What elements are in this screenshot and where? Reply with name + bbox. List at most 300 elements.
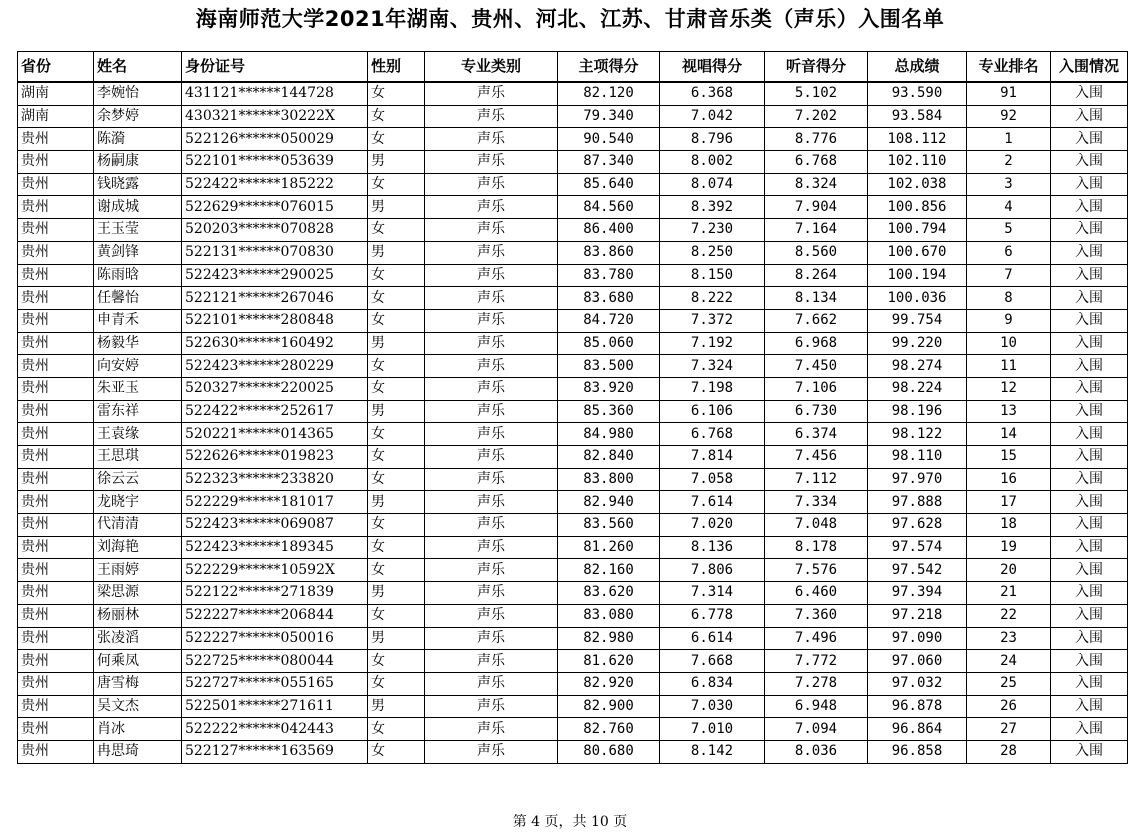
gender-cell: 女	[368, 219, 425, 242]
main-score-cell: 83.080	[558, 604, 660, 627]
major-category-cell: 声乐	[425, 105, 558, 128]
ear-training-score-cell: 8.264	[765, 264, 868, 287]
major-category-cell: 声乐	[425, 264, 558, 287]
total-score-cell: 100.036	[868, 287, 967, 310]
admission-status-cell: 入围	[1051, 536, 1128, 559]
main-score-cell: 82.980	[558, 627, 660, 650]
gender-cell: 男	[368, 196, 425, 219]
gender-cell: 女	[368, 309, 425, 332]
table-row	[18, 82, 1128, 105]
main-score-cell: 86.400	[558, 219, 660, 242]
id-number-cell: 522121******267046	[182, 287, 368, 310]
id-number-cell: 522727******055165	[182, 672, 368, 695]
gender-cell: 女	[368, 355, 425, 378]
major-category-cell: 声乐	[425, 287, 558, 310]
total-score-cell: 96.864	[868, 718, 967, 741]
table-row	[18, 740, 1128, 763]
admission-status-cell: 入围	[1051, 423, 1128, 446]
admission-status-cell: 入围	[1051, 173, 1128, 196]
admission-status-cell: 入围	[1051, 468, 1128, 491]
table-row	[18, 332, 1128, 355]
column-header-total-score: 总成绩	[868, 52, 967, 83]
province-cell: 贵州	[18, 264, 94, 287]
admission-status-cell: 入围	[1051, 650, 1128, 673]
major-rank-cell: 23	[967, 627, 1051, 650]
sight-singing-score-cell: 6.778	[660, 604, 765, 627]
id-number-cell: 520327******220025	[182, 377, 368, 400]
name-cell: 王雨婷	[94, 559, 182, 582]
gender-cell: 女	[368, 559, 425, 582]
id-number-cell: 522229******181017	[182, 491, 368, 514]
major-rank-cell: 8	[967, 287, 1051, 310]
total-score-cell: 97.090	[868, 627, 967, 650]
column-header-major-rank: 专业排名	[967, 52, 1051, 83]
admission-status-cell: 入围	[1051, 695, 1128, 718]
name-cell: 徐云云	[94, 468, 182, 491]
main-score-cell: 82.900	[558, 695, 660, 718]
main-score-cell: 84.720	[558, 309, 660, 332]
sight-singing-score-cell: 7.198	[660, 377, 765, 400]
major-rank-cell: 3	[967, 173, 1051, 196]
name-cell: 陈雨晗	[94, 264, 182, 287]
id-number-cell: 522227******050016	[182, 627, 368, 650]
major-category-cell: 声乐	[425, 468, 558, 491]
total-score-cell: 97.032	[868, 672, 967, 695]
total-score-cell: 96.858	[868, 740, 967, 763]
table-body	[18, 82, 1128, 763]
total-score-cell: 100.794	[868, 219, 967, 242]
province-cell: 贵州	[18, 332, 94, 355]
ear-training-score-cell: 7.360	[765, 604, 868, 627]
major-category-cell: 声乐	[425, 355, 558, 378]
id-number-cell: 520221******014365	[182, 423, 368, 446]
name-cell: 肖冰	[94, 718, 182, 741]
id-number-cell: 522423******189345	[182, 536, 368, 559]
major-rank-cell: 6	[967, 241, 1051, 264]
id-number-cell: 522626******019823	[182, 446, 368, 469]
column-header-name: 姓名	[94, 52, 182, 83]
main-score-cell: 82.940	[558, 491, 660, 514]
name-cell: 杨嗣康	[94, 151, 182, 174]
ear-training-score-cell: 6.968	[765, 332, 868, 355]
main-score-cell: 81.260	[558, 536, 660, 559]
major-rank-cell: 2	[967, 151, 1051, 174]
total-score-cell: 99.220	[868, 332, 967, 355]
province-cell: 贵州	[18, 128, 94, 151]
sight-singing-score-cell: 7.372	[660, 309, 765, 332]
total-score-cell: 102.110	[868, 151, 967, 174]
table-row	[18, 582, 1128, 605]
ear-training-score-cell: 7.334	[765, 491, 868, 514]
total-score-cell: 97.628	[868, 514, 967, 537]
ear-training-score-cell: 7.496	[765, 627, 868, 650]
major-category-cell: 声乐	[425, 514, 558, 537]
page-number-footer: 第 4 页，共 10 页	[512, 814, 628, 830]
ear-training-score-cell: 6.460	[765, 582, 868, 605]
name-cell: 刘海艳	[94, 536, 182, 559]
province-cell: 贵州	[18, 400, 94, 423]
admission-status-cell: 入围	[1051, 377, 1128, 400]
major-category-cell: 声乐	[425, 128, 558, 151]
gender-cell: 女	[368, 377, 425, 400]
column-header-gender: 性别	[368, 52, 425, 83]
table-row	[18, 514, 1128, 537]
province-cell: 贵州	[18, 309, 94, 332]
table-row	[18, 287, 1128, 310]
major-rank-cell: 7	[967, 264, 1051, 287]
major-category-cell: 声乐	[425, 196, 558, 219]
ear-training-score-cell: 7.450	[765, 355, 868, 378]
ear-training-score-cell: 7.112	[765, 468, 868, 491]
major-rank-cell: 27	[967, 718, 1051, 741]
total-score-cell: 93.590	[868, 82, 967, 105]
name-cell: 梁思源	[94, 582, 182, 605]
major-category-cell: 声乐	[425, 536, 558, 559]
sight-singing-score-cell: 6.106	[660, 400, 765, 423]
ear-training-score-cell: 7.106	[765, 377, 868, 400]
gender-cell: 男	[368, 582, 425, 605]
province-cell: 贵州	[18, 491, 94, 514]
gender-cell: 女	[368, 514, 425, 537]
id-number-cell: 522725******080044	[182, 650, 368, 673]
ear-training-score-cell: 7.202	[765, 105, 868, 128]
total-score-cell: 97.888	[868, 491, 967, 514]
id-number-cell: 522227******206844	[182, 604, 368, 627]
major-rank-cell: 15	[967, 446, 1051, 469]
admission-status-cell: 入围	[1051, 491, 1128, 514]
major-category-cell: 声乐	[425, 309, 558, 332]
sight-singing-score-cell: 6.368	[660, 82, 765, 105]
name-cell: 申青禾	[94, 309, 182, 332]
ear-training-score-cell: 6.730	[765, 400, 868, 423]
main-score-cell: 82.760	[558, 718, 660, 741]
sight-singing-score-cell: 7.668	[660, 650, 765, 673]
major-rank-cell: 18	[967, 514, 1051, 537]
sight-singing-score-cell: 8.074	[660, 173, 765, 196]
name-cell: 代清清	[94, 514, 182, 537]
major-rank-cell: 16	[967, 468, 1051, 491]
major-rank-cell: 9	[967, 309, 1051, 332]
province-cell: 贵州	[18, 241, 94, 264]
gender-cell: 女	[368, 650, 425, 673]
page-title: 海南师范大学2021年湖南、贵州、河北、江苏、甘肃音乐类（声乐）入围名单	[195, 7, 945, 31]
id-number-cell: 522423******280229	[182, 355, 368, 378]
gender-cell: 女	[368, 604, 425, 627]
main-score-cell: 90.540	[558, 128, 660, 151]
sight-singing-score-cell: 8.136	[660, 536, 765, 559]
admission-status-cell: 入围	[1051, 604, 1128, 627]
table-row	[18, 446, 1128, 469]
table-row	[18, 491, 1128, 514]
total-score-cell: 97.542	[868, 559, 967, 582]
province-cell: 贵州	[18, 446, 94, 469]
name-cell: 冉思琦	[94, 740, 182, 763]
province-cell: 贵州	[18, 559, 94, 582]
ear-training-score-cell: 6.948	[765, 695, 868, 718]
major-category-cell: 声乐	[425, 173, 558, 196]
admission-status-cell: 入围	[1051, 446, 1128, 469]
main-score-cell: 82.120	[558, 82, 660, 105]
name-cell: 朱亚玉	[94, 377, 182, 400]
id-number-cell: 522629******076015	[182, 196, 368, 219]
id-number-cell: 522222******042443	[182, 718, 368, 741]
province-cell: 贵州	[18, 536, 94, 559]
province-cell: 贵州	[18, 423, 94, 446]
table-row	[18, 309, 1128, 332]
id-number-cell: 522501******271611	[182, 695, 368, 718]
admission-status-cell: 入围	[1051, 740, 1128, 763]
id-number-cell: 522229******10592X	[182, 559, 368, 582]
name-cell: 王玉莹	[94, 219, 182, 242]
name-cell: 杨毅华	[94, 332, 182, 355]
sight-singing-score-cell: 7.324	[660, 355, 765, 378]
name-cell: 王思琪	[94, 446, 182, 469]
ear-training-score-cell: 7.662	[765, 309, 868, 332]
major-rank-cell: 24	[967, 650, 1051, 673]
id-number-cell: 522323******233820	[182, 468, 368, 491]
table-row	[18, 468, 1128, 491]
admission-status-cell: 入围	[1051, 559, 1128, 582]
column-header-province: 省份	[18, 52, 94, 83]
admission-status-cell: 入围	[1051, 241, 1128, 264]
table-row	[18, 718, 1128, 741]
id-number-cell: 522101******280848	[182, 309, 368, 332]
total-score-cell: 98.224	[868, 377, 967, 400]
province-cell: 贵州	[18, 672, 94, 695]
major-rank-cell: 20	[967, 559, 1051, 582]
total-score-cell: 100.194	[868, 264, 967, 287]
sight-singing-score-cell: 7.314	[660, 582, 765, 605]
major-rank-cell: 13	[967, 400, 1051, 423]
total-score-cell: 100.856	[868, 196, 967, 219]
admission-status-cell: 入围	[1051, 355, 1128, 378]
province-cell: 贵州	[18, 627, 94, 650]
major-category-cell: 声乐	[425, 219, 558, 242]
ear-training-score-cell: 7.164	[765, 219, 868, 242]
major-category-cell: 声乐	[425, 151, 558, 174]
admission-status-cell: 入围	[1051, 219, 1128, 242]
name-cell: 李婉怡	[94, 82, 182, 105]
total-score-cell: 102.038	[868, 173, 967, 196]
admission-status-cell: 入围	[1051, 105, 1128, 128]
name-cell: 钱晓露	[94, 173, 182, 196]
province-cell: 贵州	[18, 468, 94, 491]
ear-training-score-cell: 7.048	[765, 514, 868, 537]
table-row	[18, 105, 1128, 128]
admission-status-cell: 入围	[1051, 400, 1128, 423]
name-cell: 张凌滔	[94, 627, 182, 650]
province-cell: 贵州	[18, 604, 94, 627]
admission-status-cell: 入围	[1051, 82, 1128, 105]
major-rank-cell: 22	[967, 604, 1051, 627]
table-row	[18, 241, 1128, 264]
name-cell: 向安婷	[94, 355, 182, 378]
gender-cell: 女	[368, 128, 425, 151]
total-score-cell: 99.754	[868, 309, 967, 332]
province-cell: 贵州	[18, 287, 94, 310]
id-number-cell: 522122******271839	[182, 582, 368, 605]
table-row	[18, 559, 1128, 582]
sight-singing-score-cell: 8.142	[660, 740, 765, 763]
admission-status-cell: 入围	[1051, 196, 1128, 219]
table-row	[18, 264, 1128, 287]
sight-singing-score-cell: 8.002	[660, 151, 765, 174]
province-cell: 贵州	[18, 650, 94, 673]
admission-status-cell: 入围	[1051, 264, 1128, 287]
major-rank-cell: 91	[967, 82, 1051, 105]
major-rank-cell: 14	[967, 423, 1051, 446]
major-rank-cell: 25	[967, 672, 1051, 695]
table-row	[18, 423, 1128, 446]
total-score-cell: 97.970	[868, 468, 967, 491]
id-number-cell: 522101******053639	[182, 151, 368, 174]
major-category-cell: 声乐	[425, 332, 558, 355]
admission-status-cell: 入围	[1051, 332, 1128, 355]
province-cell: 湖南	[18, 105, 94, 128]
sight-singing-score-cell: 7.814	[660, 446, 765, 469]
major-rank-cell: 28	[967, 740, 1051, 763]
ear-training-score-cell: 6.374	[765, 423, 868, 446]
column-header-major-category: 专业类别	[425, 52, 558, 83]
sight-singing-score-cell: 7.030	[660, 695, 765, 718]
table-header-row	[18, 52, 1128, 83]
main-score-cell: 85.060	[558, 332, 660, 355]
ear-training-score-cell: 7.576	[765, 559, 868, 582]
gender-cell: 女	[368, 264, 425, 287]
table-row	[18, 173, 1128, 196]
name-cell: 余梦婷	[94, 105, 182, 128]
name-cell: 杨丽林	[94, 604, 182, 627]
total-score-cell: 97.574	[868, 536, 967, 559]
table-row	[18, 196, 1128, 219]
major-category-cell: 声乐	[425, 627, 558, 650]
total-score-cell: 108.112	[868, 128, 967, 151]
major-category-cell: 声乐	[425, 718, 558, 741]
gender-cell: 女	[368, 536, 425, 559]
admission-status-cell: 入围	[1051, 287, 1128, 310]
name-cell: 王袁缘	[94, 423, 182, 446]
table-row	[18, 377, 1128, 400]
ear-training-score-cell: 8.776	[765, 128, 868, 151]
gender-cell: 女	[368, 468, 425, 491]
admission-table	[17, 51, 1128, 764]
gender-cell: 女	[368, 423, 425, 446]
major-category-cell: 声乐	[425, 604, 558, 627]
main-score-cell: 83.500	[558, 355, 660, 378]
id-number-cell: 431121******144728	[182, 82, 368, 105]
sight-singing-score-cell: 6.614	[660, 627, 765, 650]
main-score-cell: 79.340	[558, 105, 660, 128]
major-rank-cell: 10	[967, 332, 1051, 355]
ear-training-score-cell: 5.102	[765, 82, 868, 105]
sight-singing-score-cell: 6.768	[660, 423, 765, 446]
province-cell: 贵州	[18, 151, 94, 174]
main-score-cell: 81.620	[558, 650, 660, 673]
ear-training-score-cell: 8.324	[765, 173, 868, 196]
sight-singing-score-cell: 7.058	[660, 468, 765, 491]
sight-singing-score-cell: 8.796	[660, 128, 765, 151]
sight-singing-score-cell: 8.222	[660, 287, 765, 310]
major-rank-cell: 12	[967, 377, 1051, 400]
table-row	[18, 536, 1128, 559]
admission-status-cell: 入围	[1051, 309, 1128, 332]
ear-training-score-cell: 7.772	[765, 650, 868, 673]
id-number-cell: 522630******160492	[182, 332, 368, 355]
table-row	[18, 627, 1128, 650]
province-cell: 贵州	[18, 377, 94, 400]
column-header-id-number: 身份证号	[182, 52, 368, 83]
major-category-cell: 声乐	[425, 82, 558, 105]
admission-status-cell: 入围	[1051, 582, 1128, 605]
id-number-cell: 430321******30222X	[182, 105, 368, 128]
sight-singing-score-cell: 7.614	[660, 491, 765, 514]
main-score-cell: 83.860	[558, 241, 660, 264]
main-score-cell: 83.780	[558, 264, 660, 287]
id-number-cell: 522126******050029	[182, 128, 368, 151]
gender-cell: 男	[368, 695, 425, 718]
total-score-cell: 96.878	[868, 695, 967, 718]
province-cell: 贵州	[18, 355, 94, 378]
main-score-cell: 84.980	[558, 423, 660, 446]
table-row	[18, 650, 1128, 673]
table-row	[18, 672, 1128, 695]
table-row	[18, 355, 1128, 378]
major-rank-cell: 11	[967, 355, 1051, 378]
table-row	[18, 400, 1128, 423]
table-row	[18, 219, 1128, 242]
gender-cell: 女	[368, 287, 425, 310]
admission-status-cell: 入围	[1051, 151, 1128, 174]
main-score-cell: 83.800	[558, 468, 660, 491]
gender-cell: 男	[368, 400, 425, 423]
major-category-cell: 声乐	[425, 423, 558, 446]
major-category-cell: 声乐	[425, 559, 558, 582]
ear-training-score-cell: 7.094	[765, 718, 868, 741]
name-cell: 黄剑锋	[94, 241, 182, 264]
ear-training-score-cell: 7.456	[765, 446, 868, 469]
province-cell: 贵州	[18, 219, 94, 242]
major-rank-cell: 4	[967, 196, 1051, 219]
sight-singing-score-cell: 7.042	[660, 105, 765, 128]
province-cell: 贵州	[18, 173, 94, 196]
gender-cell: 女	[368, 718, 425, 741]
ear-training-score-cell: 8.178	[765, 536, 868, 559]
gender-cell: 男	[368, 241, 425, 264]
gender-cell: 女	[368, 740, 425, 763]
table-row	[18, 604, 1128, 627]
id-number-cell: 522422******252617	[182, 400, 368, 423]
id-number-cell: 522131******070830	[182, 241, 368, 264]
province-cell: 贵州	[18, 582, 94, 605]
major-rank-cell: 92	[967, 105, 1051, 128]
name-cell: 陈漪	[94, 128, 182, 151]
id-number-cell: 522127******163569	[182, 740, 368, 763]
gender-cell: 女	[368, 446, 425, 469]
table-row	[18, 695, 1128, 718]
gender-cell: 女	[368, 672, 425, 695]
total-score-cell: 97.394	[868, 582, 967, 605]
admission-status-cell: 入围	[1051, 627, 1128, 650]
main-score-cell: 85.640	[558, 173, 660, 196]
name-cell: 雷东祥	[94, 400, 182, 423]
main-score-cell: 80.680	[558, 740, 660, 763]
major-rank-cell: 1	[967, 128, 1051, 151]
total-score-cell: 98.196	[868, 400, 967, 423]
name-cell: 谢成城	[94, 196, 182, 219]
ear-training-score-cell: 7.278	[765, 672, 868, 695]
column-header-ear-training-score: 听音得分	[765, 52, 868, 83]
ear-training-score-cell: 8.134	[765, 287, 868, 310]
